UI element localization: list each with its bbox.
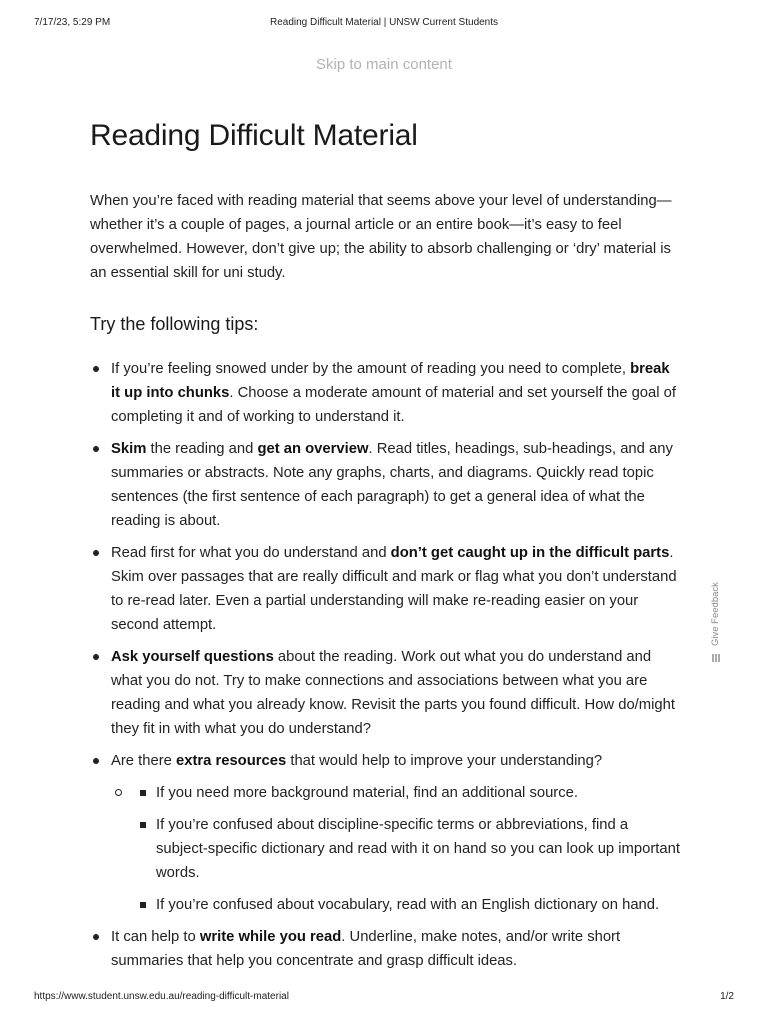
extra-resources-sublist [111, 781, 680, 917]
print-footer [34, 991, 734, 1005]
skip-to-main-link[interactable]: Skip to main content [316, 56, 452, 73]
tips-list [90, 357, 680, 973]
tip-item-extra-resources [90, 749, 680, 917]
bullet-icon [93, 550, 99, 556]
tip-emphasis: break it up into chunks [111, 361, 670, 401]
bullet-icon [93, 366, 99, 372]
tip-emphasis: extra resources [175, 753, 287, 769]
bullet-icon [93, 446, 99, 452]
tip-emphasis: don’t get caught up in the difficult parts [390, 545, 670, 561]
tip-text: Are there [111, 753, 176, 769]
bullet-icon [93, 934, 99, 940]
tip-text: Read first for what you do understand and [111, 545, 391, 561]
square-bullet-icon [140, 822, 146, 828]
list-item [111, 781, 680, 805]
tip-text: that would help to improve your understanding? [286, 753, 603, 769]
subitem-text: If you’re confused about vocabulary, read with an English dictionary on hand. [156, 897, 660, 913]
print-datetime: 7/17/23, 5:29 PM [34, 17, 111, 28]
tip-text: . Choose a moderate amount of material and set yourself the goal of completing it and of working to understand it. [111, 385, 677, 425]
tip-item-understand-first [90, 541, 680, 637]
square-bullet-icon [140, 790, 146, 796]
give-feedback-label: Give Feedback [710, 582, 721, 646]
print-url: https://www.student.unsw.edu.au/reading-difficult-material [34, 991, 289, 1002]
tip-emphasis: write while you read [199, 929, 342, 945]
tip-text: about the reading. Work out what you do understand and what you do not. Try to make connections and associations between what you are reading and what you already know. Revisit the parts you found difficult. How do/might they fit in with what you do understand? [111, 649, 675, 737]
square-bullet-icon [140, 902, 146, 908]
page-number: 1/2 [720, 991, 734, 1002]
tip-text: . Underline, make notes, and/or write short summaries that help you concentrate and grasp difficult ideas. [111, 929, 621, 969]
page-title: Reading Difficult Material [90, 119, 418, 152]
intro-paragraph: When you’re faced with reading material that seems above your level of understanding—whether it’s a couple of pages, a journal article or an entire book—it’s easy to feel overwhelmed. However, don’t give up; the ability to absorb challenging or ‘dry’ material is an essential skill for uni study. [90, 193, 672, 281]
main-content [90, 114, 680, 981]
tip-emphasis: Skim [111, 441, 147, 457]
menu-lines-icon [711, 654, 721, 662]
tips-heading: Try the following tips: [90, 314, 259, 334]
tip-emphasis: get an overview [257, 441, 369, 457]
tip-item-questions [90, 645, 680, 741]
subitem-text: If you’re confused about discipline-specific terms or abbreviations, find a subject-specific dictionary and read with it on hand so you can look up important words. [156, 817, 680, 881]
tip-item-chunks [90, 357, 680, 429]
tip-text: . Skim over passages that are really difficult and mark or flag what you don’t understand to re-read later. Even a partial understanding will make re-reading easier on your second attempt. [111, 545, 677, 633]
list-item [111, 893, 680, 917]
circle-bullet-icon [115, 789, 122, 796]
subitem-text: If you need more background material, find an additional source. [156, 785, 578, 801]
tip-emphasis: Ask yourself questions [111, 649, 274, 665]
tip-text: the reading and [146, 441, 258, 457]
tip-item-write [90, 925, 680, 973]
tip-text: . Read titles, headings, sub-headings, and any summaries or abstracts. Note any graphs, charts, and diagrams. Quickly read topic sentences (the first sentence of each paragraph) to get a general idea of what the reading is about. [111, 441, 673, 529]
bullet-icon [93, 654, 99, 660]
tip-item-skim [90, 437, 680, 533]
tip-text: If you’re feeling snowed under by the amount of reading you need to complete, [111, 361, 631, 377]
print-page-title: Reading Difficult Material | UNSW Current Students [269, 17, 499, 28]
print-header [34, 17, 734, 31]
list-item [111, 813, 680, 885]
give-feedback-button[interactable] [706, 572, 726, 664]
tip-text: It can help to [111, 929, 200, 945]
bullet-icon [93, 758, 99, 764]
